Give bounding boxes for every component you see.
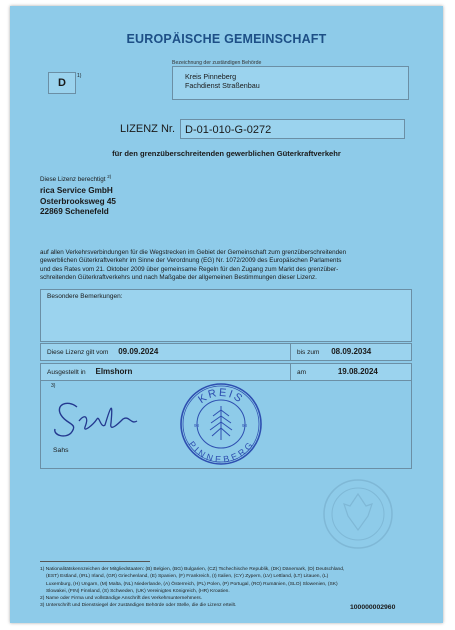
stamp-text-top: KREIS (196, 386, 246, 407)
embossed-seal (322, 478, 394, 550)
document-title: EUROPÄISCHE GEMEINSCHAFT (126, 32, 327, 46)
country-code-box (48, 72, 76, 94)
svg-text:KREIS (196, 387, 246, 406)
validity-to-value: 08.09.2034 (331, 347, 372, 356)
serial-number: 100000002960 (350, 604, 396, 611)
validity-to-label: bis zum (297, 349, 320, 356)
footnote-line: 2) Name oder Firma und vollständige Anschrift des Verkehrsunternehmers. (40, 596, 203, 602)
paragraph-line: auf allen Verkehrsverbindungen für die Wegstrecken im Gebiet der Gemeinschaft zum grenzüberschreitenden (40, 249, 347, 256)
holder-address (40, 186, 116, 218)
signature-name: Sahs (53, 447, 69, 454)
issued-date-value: 19.08.2024 (337, 367, 378, 376)
issued-place-label: Ausgestellt in (47, 369, 86, 376)
signature-footnote: 3) (51, 383, 56, 389)
footnote-line: 1) Nationalitätskennzeichen der Mitgliedstaaten: (B) Belgien, (BG) Bulgarien, (CZ) Tschechische Republik, (DK) Dänemark, (D) Deutschland, (40, 567, 345, 572)
official-seal (179, 382, 263, 466)
holder-name: rica Service GmbH (40, 186, 113, 195)
issued-date-label: am (297, 369, 307, 376)
legal-paragraph (40, 249, 418, 282)
holder-caption: Diese Lizenz berechtigt $^{2)}$ (40, 174, 112, 184)
stamp-num-left: 98 (194, 423, 200, 428)
handwritten-signature (49, 395, 159, 440)
footnote-divider (40, 561, 150, 562)
document-subtitle: für den grenzüberschreitenden gewerblichen Güterkraftverkehr (112, 149, 341, 158)
authority-line1: Kreis Pinneberg (185, 72, 237, 81)
paragraph-line: und des Rates vom 21. Oktober 2009 über gemeinsame Regeln für den Zugang zum Markt des grenzüber- (40, 265, 339, 273)
paragraph-line: gewerblichen Güterkraftverkehr im Sinne der Verordnung (EG) Nr. 1072/2009 des Europäischen Parlaments (40, 257, 342, 265)
footnote-line: 3) Unterschrift und Dienstsiegel der zuständigen Behörde oder Stelle, die die Lizenz erteilt. (40, 603, 237, 609)
holder-footnote: 2) (107, 174, 112, 179)
issued-row (40, 363, 412, 381)
remarks-label: Besondere Bemerkungen: (47, 293, 123, 300)
footnote-line: Luxemburg, (H) Ungarn, (M) Malta, (NL) Niederlande, (A) Österreich, (PL) Polen, (P) Portugal, (RO) Rumänien, (SLO) Slowenien, (SK) (46, 581, 338, 587)
holder-city: 22869 Schenefeld (40, 207, 109, 216)
footnote-line: (EST) Estland, (IRL) Irland, (GR) Griechenland, (E) Spanien, (F) Frankreich, (I) Italien, (CY) Zypern, (LV) Lettland, (LT) Litauen, (L) (46, 574, 329, 580)
authority-box (172, 66, 409, 100)
authority-caption: Bezeichnung der zuständigen Behörde (172, 60, 262, 66)
authority-line2: Fachdienst Straßenbau (185, 81, 260, 90)
validity-row (40, 343, 412, 361)
license-document (10, 6, 443, 623)
paragraph-line: schreitenden Güterkraftverkehrs und nach Maßgabe der allgemeinen Bestimmungen dieser Lizenz. (40, 273, 317, 281)
footnote-line: Slowakei, (FIN) Finnland, (S) Schweden, (UK) Vereinigtes Königreich, (HR) Kroatien. (46, 588, 230, 594)
remarks-box (40, 289, 412, 342)
country-footnote: 1) (77, 73, 82, 79)
validity-from-value: 09.09.2024 (118, 347, 159, 356)
country-code: D (58, 77, 66, 89)
license-label: LIZENZ Nr. (120, 123, 176, 135)
stamp-num-right: 98 (242, 423, 248, 428)
stamp-text-bottom: PINNEBERG (186, 439, 256, 465)
signature-area (40, 381, 412, 469)
holder-street: Osterbrooksweg 45 (40, 196, 116, 206)
issued-place-value: Elmshorn (95, 367, 133, 376)
svg-text:PINNEBERG (186, 439, 255, 464)
license-number: D-01-010-G-0272 (180, 119, 405, 139)
validity-from-label: Diese Lizenz gilt vom (47, 349, 109, 356)
